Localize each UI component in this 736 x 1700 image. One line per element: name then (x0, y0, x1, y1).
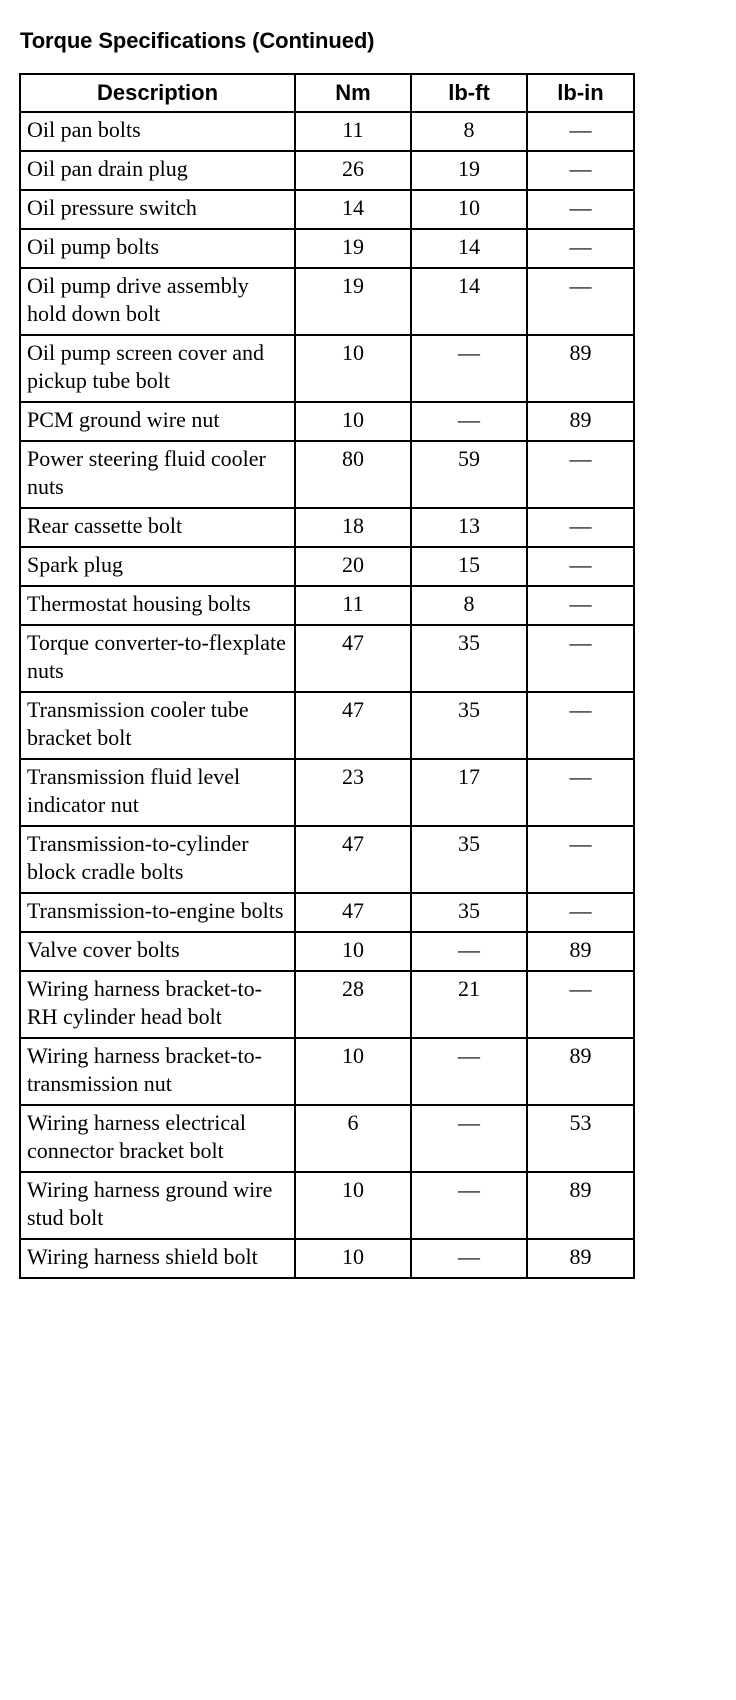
description-cell: Wiring harness electrical connector bracket bolt (20, 1105, 295, 1172)
lb-ft-cell: 8 (411, 112, 527, 151)
lb-ft-cell: — (411, 1038, 527, 1105)
nm-cell: 11 (295, 586, 411, 625)
nm-cell: 19 (295, 268, 411, 335)
table-row (20, 112, 634, 151)
nm-cell: 23 (295, 759, 411, 826)
lb-in-cell: — (527, 893, 634, 932)
page-title: Torque Specifications (Continued) (20, 28, 375, 53)
lb-ft-cell: — (411, 335, 527, 402)
header-lb-in: lb-in (527, 74, 634, 112)
description-cell: Transmission cooler tube bracket bolt (20, 692, 295, 759)
nm-cell: 10 (295, 1172, 411, 1239)
lb-ft-cell: — (411, 402, 527, 441)
nm-cell: 10 (295, 1038, 411, 1105)
nm-cell: 47 (295, 893, 411, 932)
lb-in-cell: — (527, 441, 634, 508)
nm-cell: 20 (295, 547, 411, 586)
lb-ft-cell: 35 (411, 625, 527, 692)
table-header-row (20, 74, 634, 112)
nm-cell: 14 (295, 190, 411, 229)
lb-in-cell: — (527, 826, 634, 893)
table-row (20, 932, 634, 971)
lb-ft-cell: 21 (411, 971, 527, 1038)
table-row (20, 151, 634, 190)
table-row (20, 625, 634, 692)
lb-in-cell: — (527, 971, 634, 1038)
description-cell: Power steering fluid cooler nuts (20, 441, 295, 508)
lb-in-cell: 89 (527, 1172, 634, 1239)
lb-in-cell: 89 (527, 1038, 634, 1105)
lb-ft-cell: 17 (411, 759, 527, 826)
lb-in-cell: 53 (527, 1105, 634, 1172)
lb-ft-cell: 10 (411, 190, 527, 229)
lb-in-cell: — (527, 190, 634, 229)
nm-cell: 26 (295, 151, 411, 190)
lb-ft-cell: 13 (411, 508, 527, 547)
lb-ft-cell: 19 (411, 151, 527, 190)
description-cell: Oil pump bolts (20, 229, 295, 268)
lb-ft-cell: — (411, 932, 527, 971)
nm-cell: 47 (295, 826, 411, 893)
description-cell: Torque converter-to-flexplate nuts (20, 625, 295, 692)
table-row (20, 190, 634, 229)
lb-in-cell: — (527, 586, 634, 625)
table-row (20, 547, 634, 586)
lb-ft-cell: — (411, 1239, 527, 1278)
description-cell: Thermostat housing bolts (20, 586, 295, 625)
nm-cell: 10 (295, 335, 411, 402)
lb-in-cell: 89 (527, 402, 634, 441)
lb-in-cell: 89 (527, 1239, 634, 1278)
table-row (20, 1239, 634, 1278)
lb-in-cell: 89 (527, 335, 634, 402)
description-cell: Oil pan bolts (20, 112, 295, 151)
table-row (20, 586, 634, 625)
torque-spec-table (19, 73, 635, 1279)
table-row (20, 893, 634, 932)
description-cell: Wiring harness bracket-to-RH cylinder head bolt (20, 971, 295, 1038)
table-row (20, 402, 634, 441)
table-row (20, 508, 634, 547)
nm-cell: 80 (295, 441, 411, 508)
description-cell: Oil pan drain plug (20, 151, 295, 190)
nm-cell: 6 (295, 1105, 411, 1172)
table-row (20, 1105, 634, 1172)
lb-in-cell: — (527, 625, 634, 692)
description-cell: Transmission-to-cylinder block cradle bolts (20, 826, 295, 893)
nm-cell: 47 (295, 692, 411, 759)
lb-ft-cell: 35 (411, 692, 527, 759)
lb-in-cell: — (527, 151, 634, 190)
nm-cell: 47 (295, 625, 411, 692)
lb-ft-cell: 35 (411, 826, 527, 893)
description-cell: Wiring harness bracket-to-transmission nut (20, 1038, 295, 1105)
description-cell: Oil pump drive assembly hold down bolt (20, 268, 295, 335)
table-row (20, 826, 634, 893)
lb-ft-cell: 14 (411, 268, 527, 335)
lb-in-cell: — (527, 112, 634, 151)
table-row (20, 692, 634, 759)
table-row (20, 268, 634, 335)
lb-ft-cell: — (411, 1172, 527, 1239)
nm-cell: 10 (295, 1239, 411, 1278)
lb-in-cell: — (527, 268, 634, 335)
lb-in-cell: 89 (527, 932, 634, 971)
description-cell: Transmission fluid level indicator nut (20, 759, 295, 826)
lb-ft-cell: 35 (411, 893, 527, 932)
header-description: Description (20, 74, 295, 112)
nm-cell: 19 (295, 229, 411, 268)
lb-in-cell: — (527, 547, 634, 586)
table-row (20, 971, 634, 1038)
description-cell: Valve cover bolts (20, 932, 295, 971)
table-row (20, 1172, 634, 1239)
lb-ft-cell: 14 (411, 229, 527, 268)
lb-in-cell: — (527, 692, 634, 759)
table-row (20, 1038, 634, 1105)
lb-ft-cell: 8 (411, 586, 527, 625)
description-cell: Oil pressure switch (20, 190, 295, 229)
nm-cell: 10 (295, 402, 411, 441)
table-row (20, 335, 634, 402)
header-nm: Nm (295, 74, 411, 112)
description-cell: Wiring harness ground wire stud bolt (20, 1172, 295, 1239)
table-row (20, 441, 634, 508)
lb-in-cell: — (527, 508, 634, 547)
description-cell: PCM ground wire nut (20, 402, 295, 441)
lb-ft-cell: — (411, 1105, 527, 1172)
lb-in-cell: — (527, 229, 634, 268)
description-cell: Transmission-to-engine bolts (20, 893, 295, 932)
nm-cell: 10 (295, 932, 411, 971)
nm-cell: 28 (295, 971, 411, 1038)
description-cell: Wiring harness shield bolt (20, 1239, 295, 1278)
header-lb-ft: lb-ft (411, 74, 527, 112)
table-row (20, 759, 634, 826)
description-cell: Rear cassette bolt (20, 508, 295, 547)
lb-ft-cell: 15 (411, 547, 527, 586)
nm-cell: 11 (295, 112, 411, 151)
nm-cell: 18 (295, 508, 411, 547)
lb-in-cell: — (527, 759, 634, 826)
lb-ft-cell: 59 (411, 441, 527, 508)
table-row (20, 229, 634, 268)
description-cell: Spark plug (20, 547, 295, 586)
description-cell: Oil pump screen cover and pickup tube bolt (20, 335, 295, 402)
